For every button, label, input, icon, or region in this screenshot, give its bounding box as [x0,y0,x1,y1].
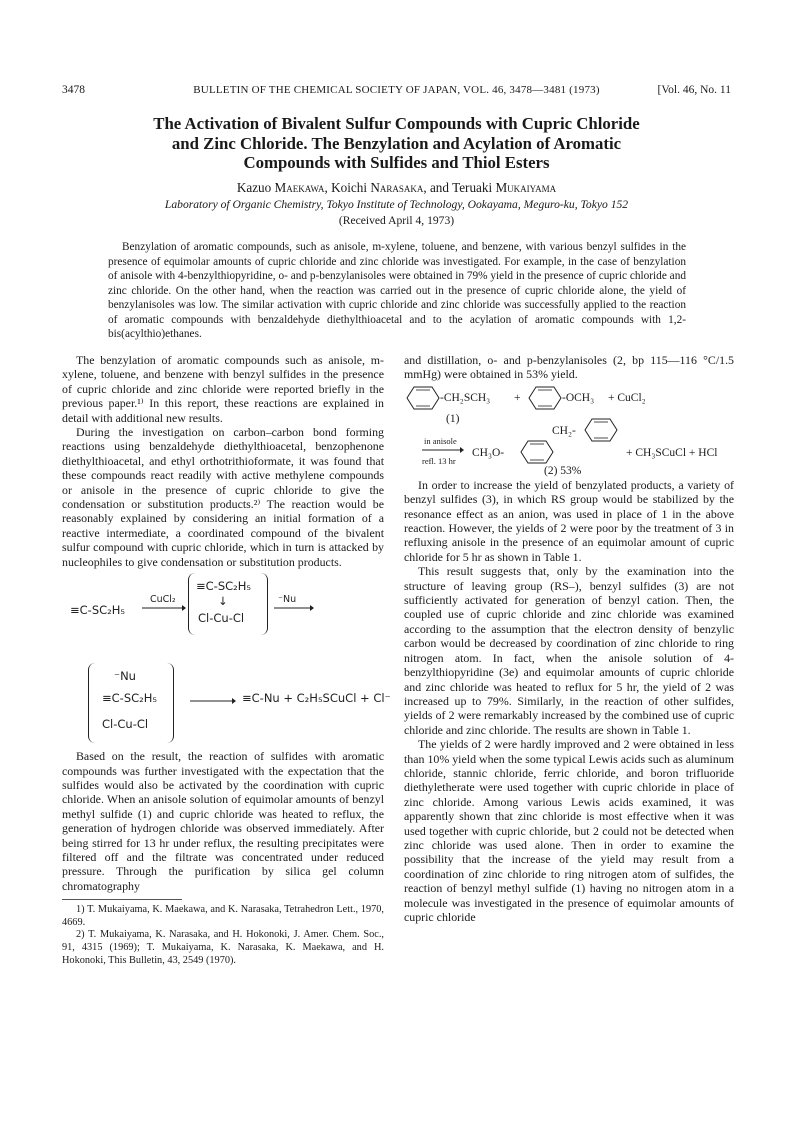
footnote-divider [62,899,182,900]
article-title [62,114,731,173]
arrow-right-icon [422,446,464,454]
author-last-name: Narasaka [370,180,424,195]
scheme-reactant: ≡C-SC₂H₅ [70,603,126,618]
journal-citation [62,84,731,96]
author-first-name: Koichi [331,180,368,195]
arrow-right-icon [190,696,236,706]
reaction-arrow [190,695,236,709]
reaction-equation [404,382,734,478]
author-conjunction: and [429,180,449,195]
paragraph: This result suggests that, only by the examination into the structure of leaving group (RS–), benzyl sulfides (3) are not sufficiently activated for generation of benzyl cation. Then, the coupled use of cupric chloride and zinc chloride was examined according to the assumption that the electron density of benzylic carbon would be decreased by coordination of zinc chloride to ring nitrogen atom. In fact, when the anisole solution of 4-benzylthiopyridine (3e) and equimolar amounts of cupric chloride and zinc chloride was heated to reflux for 5 hr, the yield of 2 was increased up to 79%. Similarly, in the reaction of other sulfides, yields of 2 were remarkably increased by the combined use of cupric chloride and zinc chloride. The results are shown in Table 1. [404,564,734,737]
received-date: (Received April 4, 1973) [338,214,455,227]
product-methylene: CH₂- [552,424,576,437]
title-line: and Zinc Chloride. The Benzylation and Acylation of Aromatic [171,133,622,153]
scheme-reagent: ⁻Nu [278,594,297,606]
scheme-reagent: CuCl₂ [150,594,176,606]
abstract: Benzylation of aromatic compounds, such as anisole, m-xylene, toluene, and benzene, with various benzyl sulfides in the presence of equimolar amounts of cupric chloride and zinc chloride was investigated. For example, in the case of benzylation of anisole with 4-benzylthiopyridine, o- and p-benzylanisoles were obtained in 79% yield in the presence of cupric chloride and zinc chloride. On the other hand, when the reaction was carried out in the presence of cupric chloride alone, the yield of benzylanisoles was low. The similar activation with cupric chloride and zinc chloride was successfully applied to the reaction of aromatic compounds with benzaldehyde diethylthioacetal and to the acylation of aromatic compounds with 1,2-bis(acylthio)ethanes. [108,241,686,340]
product-label: (2) 53% [544,464,582,477]
title-line: Compounds with Sulfides and Thiol Esters [243,153,550,172]
author-first-name: Kazuo [236,180,272,195]
reaction-scheme [62,569,391,749]
nucleophile: ⁻Nu [114,669,136,684]
benzene-ring-icon [406,386,440,410]
reaction-condition: refl. 13 hr [422,455,456,466]
byproducts: + CH₃SCuCl + HCl [626,446,718,459]
volume-issue: [Vol. 46, No. 11 [657,84,731,96]
paragraph: The benzylation of aromatic compounds such as anisole, m-xylene, toluene, and benzene with benzyl sulfides in the presence of cupric chloride and zinc chloride were reported briefly in the previous paper.¹⁾ In this report, these reactions are explained in detail with additional new results. [62,353,384,425]
coordination-arrow: ↓ [218,594,228,609]
author-list: Kazuo Maekawa, Koichi Narasaka, and Teruaki Mukaiyama [236,180,557,195]
reactant-sulfide: -CH₂SCH₃ [440,391,491,404]
affiliation: Laboratory of Organic Chemistry, Tokyo Institute of Technology, Ookayama, Meguro-ku, Tokyo 152 [164,198,629,211]
journal-citation-text: BULLETIN OF THE CHEMICAL SOCIETY OF JAPAN, VOL. 46, 3478—3481 (1973) [193,84,600,96]
paragraph: In order to increase the yield of benzylated products, a variety of benzyl sulfides (3), in which RS group would be stabilized by the resonance effect as an anion, was used in place of 1 in the above reaction. However, the yields of 2 were poor by the treatment of 3 in refluxing anisole in the presence of an equimolar amount of cupric chloride for 5 hr as shown in Table 1. [404,477,734,564]
benzene-ring-icon [584,418,618,442]
compound-label: (1) [446,412,460,425]
intermediate-bottom: Cl-Cu-Cl [198,611,245,626]
paragraph: The yields of 2 were hardly improved and 2 were obtained in less than 10% yield when the some typical Lewis acids such as aluminum chloride, stannic chloride, ferric chloride, and boron trifluoride diethyletherate were used together with cupric chloride in place of zinc chloride. Among various Lewis acids examined, it was apparently shown that zinc chloride is most effective when it was used together with cupric chloride, but 2 could not be detected when zinc chloride was used alone. Then in order to examine the possibility that the increase of the yield may result from a coordination of zinc chloride to ring nitrogen atom of sulfides, the reaction of benzyl methyl sulfide (1) having no nitrogen atom in a molecule was investigated in the presence of equimolar amounts of cupric chloride [404,737,734,924]
right-column [404,353,734,924]
paragraph: During the investigation on carbon–carbon bond forming reactions using benzaldehyde diethylthioacetal, benzophenone diethylthioacetal, and ethyl orthotrithioformate, it was found that these compounds react readily with active methylene compounds or anisole in the presence of cupric chloride to give the condensation or substitution products.²⁾ The reaction would be reasonably explained by considering an initial formation of a reactive intermediate, a coordinated compound of the bivalent sulfur compound with cupric chloride, which in turn is attacked by nucleophiles to give condensation or substitution products. [62,425,384,569]
title-line: The Activation of Bivalent Sulfur Compounds with Cupric Chloride [153,114,640,133]
scheme-products: ≡C-Nu + C₂H₅SCuCl + Cl⁻ [242,691,391,706]
intermediate-middle: ≡C-SC₂H₅ [102,691,158,706]
arrow-right-icon [274,603,314,613]
product-methoxy: CH₃O- [472,446,505,459]
footnote: 1) T. Mukaiyama, K. Maekawa, and K. Narasaka, Tetrahedron Lett., 1970, 4669. [62,904,384,928]
benzene-ring-icon [528,386,562,410]
reaction-arrow [142,602,186,616]
author-last-name: Maekawa [274,180,325,195]
footnote: 2) T. Mukaiyama, K. Narasaka, and H. Hokonoki, J. Amer. Chem. Soc., 91, 4315 (1969); T. Mukaiyama, K. Narasaka, K. Maekawa, and H. Hokonoki, This Bulletin, 43, 2549 (1970). [62,929,384,966]
reagent-cucl2: + CuCl₂ [608,391,646,404]
intermediate-bottom: Cl-Cu-Cl [102,717,149,732]
plus-sign: + [514,391,521,404]
left-column [62,353,391,967]
intermediate-top: ≡C-SC₂H₅ [196,579,252,594]
footnotes [62,904,384,967]
paragraph: Based on the result, the reaction of sulfides with aromatic compounds was further investigated with the expectation that the sulfides would also be activated by the coordination with cupric chloride. When an anisole solution of equimolar amounts of benzyl methyl sulfide (1) and cupric chloride was heated to reflux, the generation of hydrogen chloride was observed immediately. After being stirred for 13 hr under reflux, the resulting precipitates were filtered off and the filtrate was concentrated under reduced pressure. Through the purification by silica gel column chromatography [62,749,384,893]
author-first-name: Teruaki [452,180,493,195]
paragraph: and distillation, o- and p-benzylanisoles (2, bp 115—116 °C/1.5 mmHg) were obtained in 53% yield. [404,353,734,382]
reaction-arrow [274,602,314,616]
reactant-anisole: -OCH₃ [562,391,595,404]
arrow-right-icon [142,603,186,613]
benzene-ring-icon [520,440,554,464]
reaction-condition: in anisole [424,435,457,446]
page-number: 3478 [62,84,85,96]
author-last-name: Mukaiyama [495,180,557,195]
